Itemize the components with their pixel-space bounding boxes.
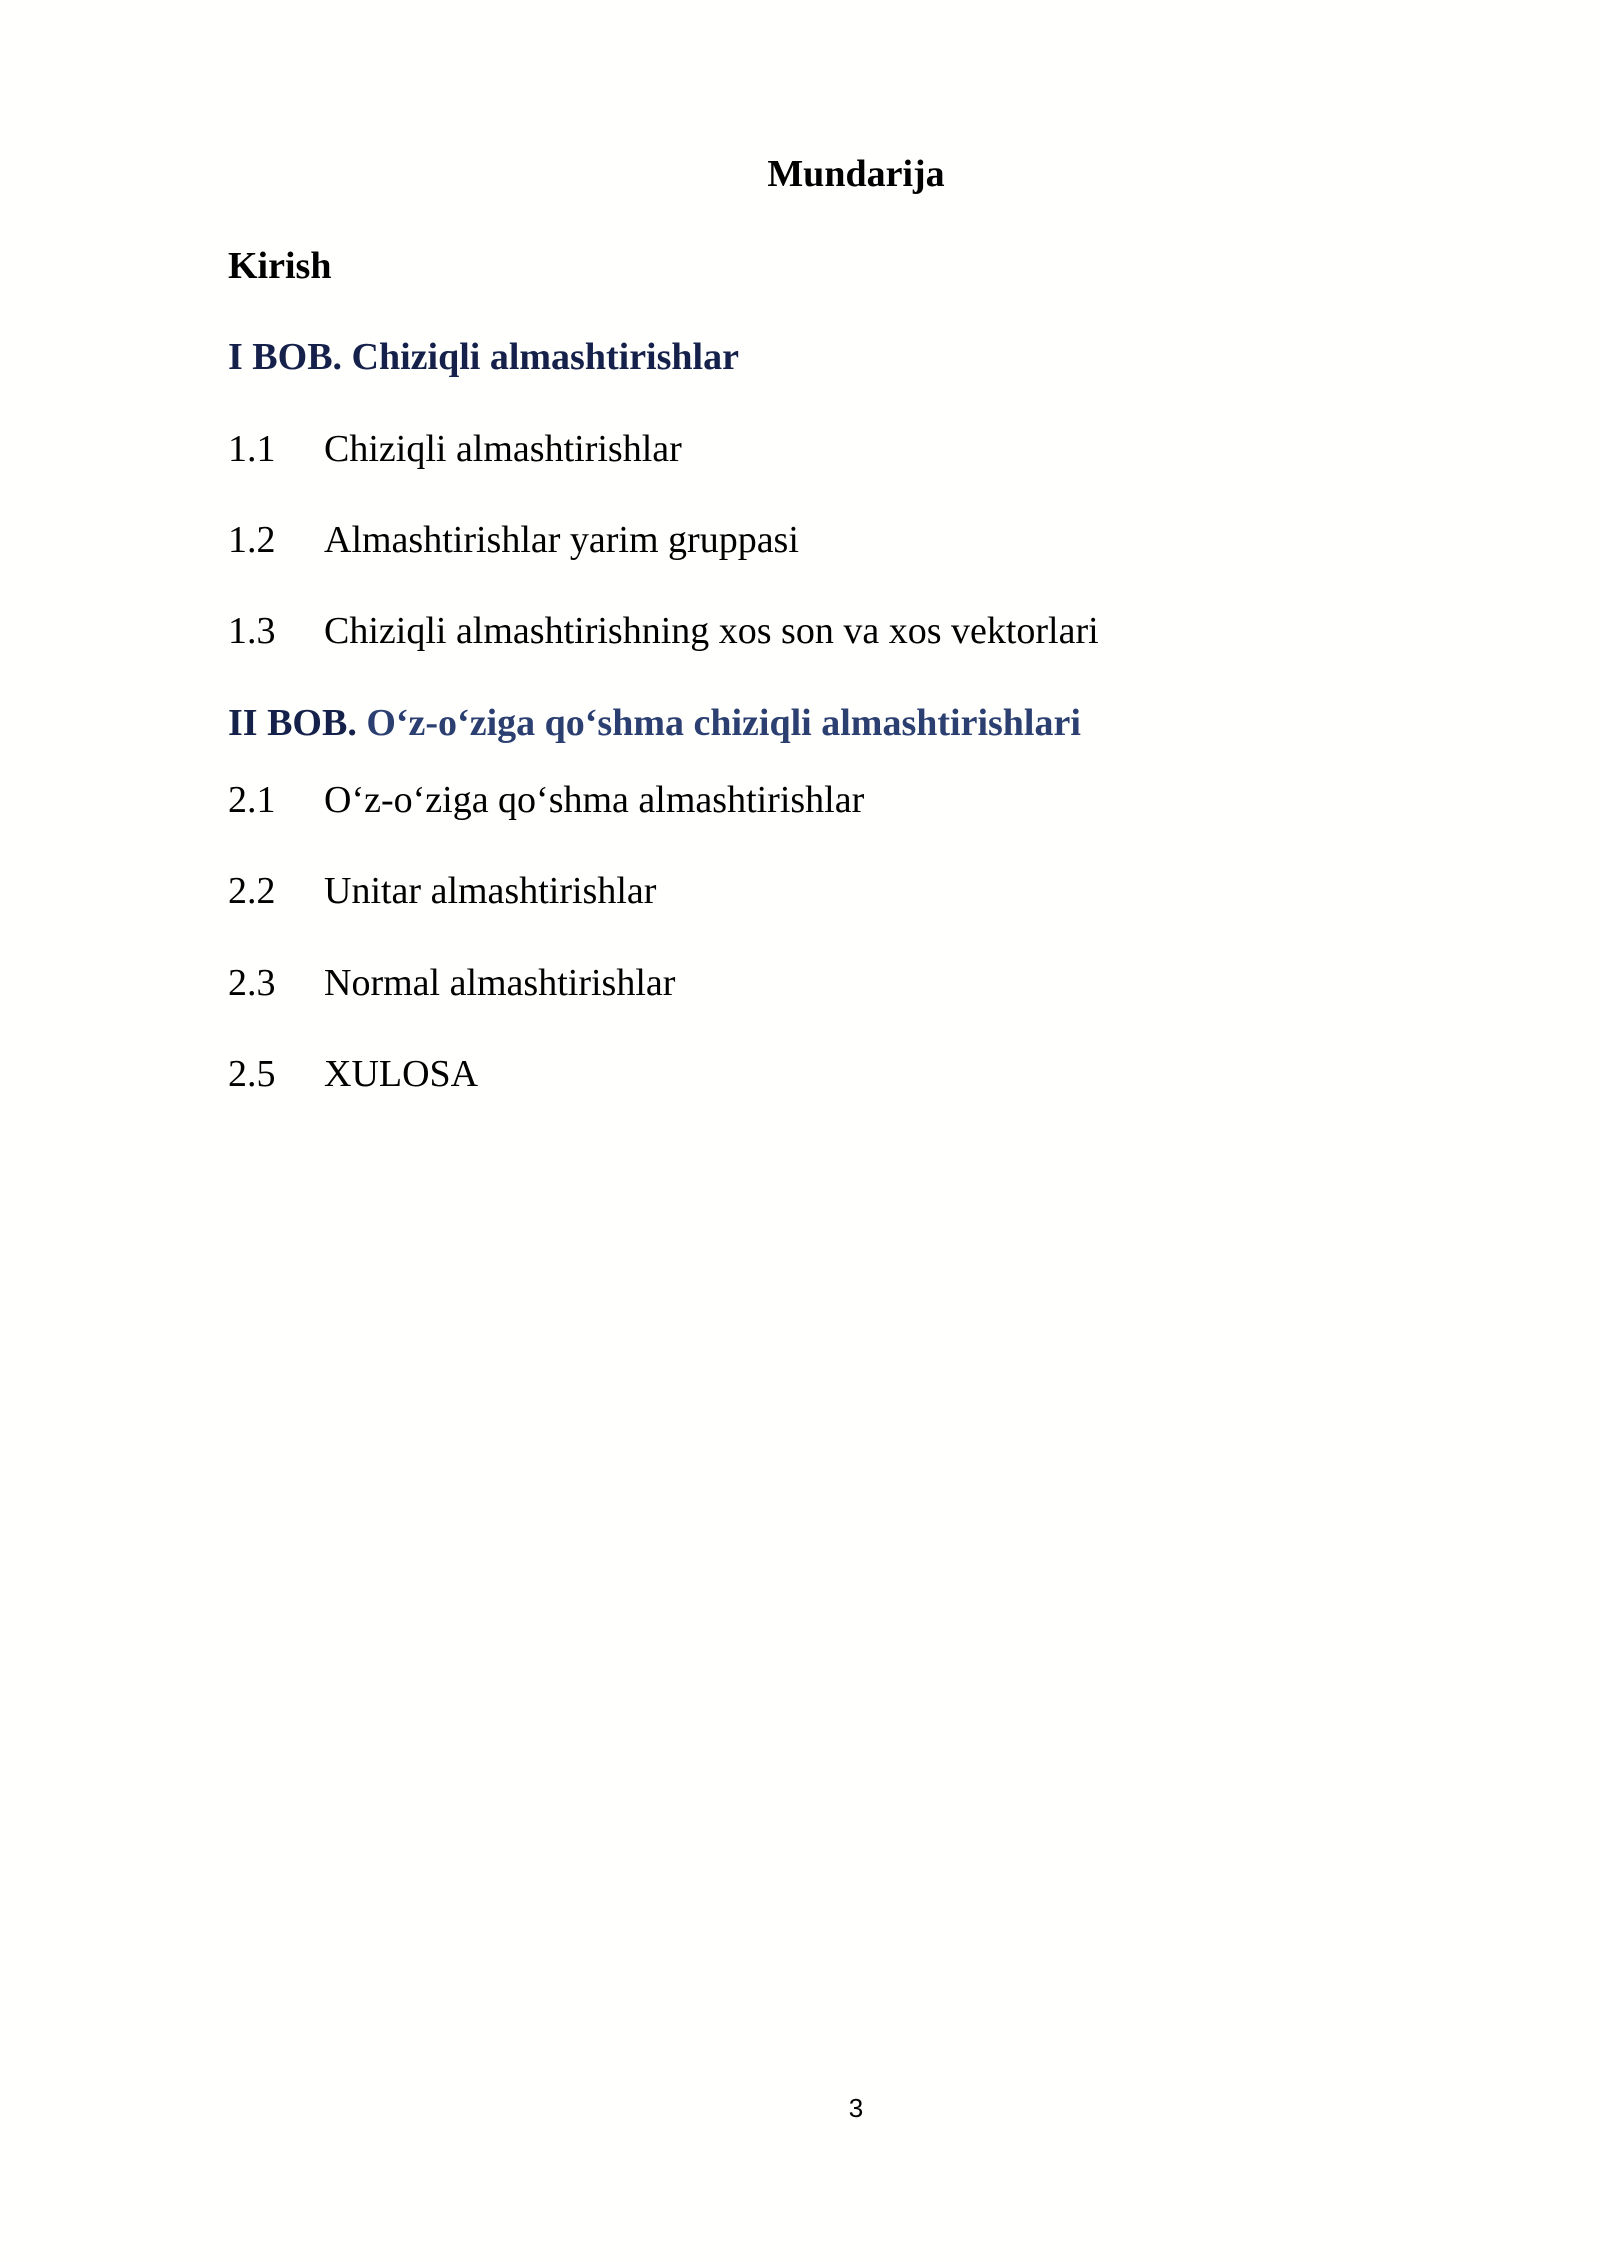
- toc-intro: Kirish: [228, 245, 332, 287]
- toc-chapter-2-heading: [228, 697, 1081, 749]
- toc-item-text: Almashtirishlar yarim gruppasi: [324, 519, 799, 561]
- toc-item-text: Chiziqli almashtirishning xos son va xos vektorlari: [324, 610, 1099, 652]
- toc-item-text: XULOSA: [324, 1053, 479, 1095]
- toc-item-text: Normal almashtirishlar: [324, 962, 676, 1004]
- toc-item-number: 1.1: [228, 428, 276, 470]
- toc-item-number: 1.2: [228, 519, 276, 561]
- toc-item: [228, 605, 1099, 657]
- page-number: 3: [848, 2093, 864, 2123]
- toc-item-text: Unitar almashtirishlar: [324, 870, 657, 912]
- toc-item: [228, 514, 799, 566]
- chapter-2-title: O‘z-o‘ziga qo‘shma chiziqli almashtirishlari: [366, 702, 1081, 744]
- toc-item-number: 2.3: [228, 962, 276, 1004]
- toc-item-text: O‘z-o‘ziga qo‘shma almashtirishlar: [324, 779, 865, 821]
- toc-item: [228, 957, 675, 1009]
- page-title: Mundarija: [767, 153, 945, 195]
- toc-item-number: 2.1: [228, 779, 276, 821]
- toc-item-text: Chiziqli almashtirishlar: [324, 428, 682, 470]
- toc-item: [228, 1048, 478, 1100]
- toc-item: [228, 423, 682, 475]
- toc-chapter-1-heading: I BOB. Chiziqli almashtirishlar: [228, 336, 739, 378]
- toc-item: [228, 865, 656, 917]
- toc-item-number: 1.3: [228, 610, 276, 652]
- chapter-2-prefix: II BOB.: [228, 702, 357, 744]
- toc-item-number: 2.5: [228, 1053, 276, 1095]
- toc-item: [228, 774, 864, 826]
- toc-item-number: 2.2: [228, 870, 276, 912]
